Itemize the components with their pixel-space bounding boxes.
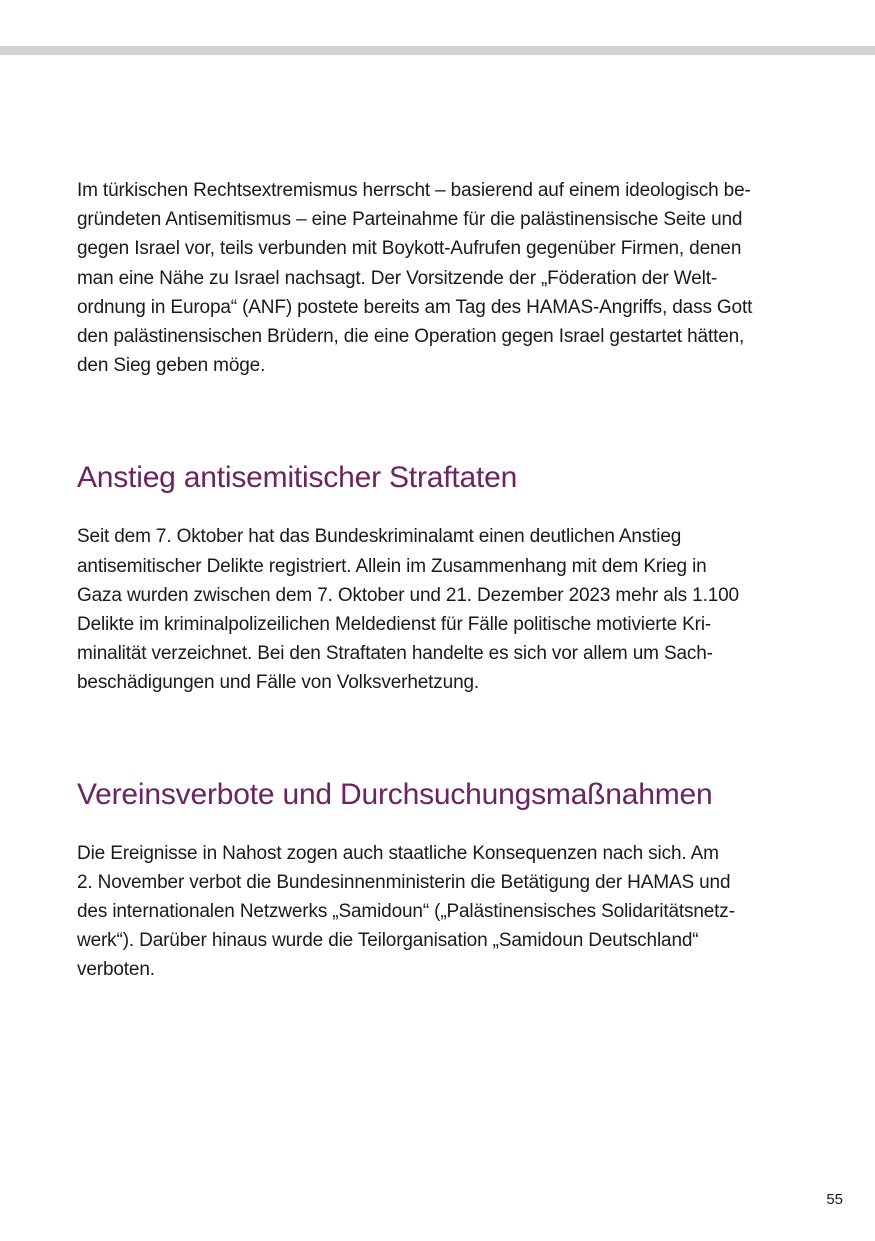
paragraph-line: Gaza wurden zwischen dem 7. Oktober und 21. Dezember 2023 mehr als 1.100 xyxy=(77,584,739,606)
paragraph-line: gründeten Antisemitismus – eine Parteinahme für die palästinensische Seite und xyxy=(77,209,743,231)
paragraph-line: Die Ereignisse in Nahost zogen auch staatliche Konsequenzen nach sich. Am xyxy=(77,842,719,864)
paragraph-line: beschädigungen und Fälle von Volksverhetzung. xyxy=(77,672,480,694)
section-heading-straftaten: Anstieg antisemitischer Straftaten xyxy=(77,461,518,495)
paragraph-line: antisemitischer Delikte registriert. Allein im Zusammenhang mit dem Krieg in xyxy=(77,555,707,577)
section-heading-vereinsverbote: Vereinsverbote und Durchsuchungsmaßnahmen xyxy=(77,777,713,811)
page-content xyxy=(77,176,802,985)
paragraph-line: Delikte im kriminalpolizeilichen Meldedienst für Fälle politische motivierte Kri- xyxy=(77,614,712,636)
top-divider-bar xyxy=(0,46,875,55)
paragraph-line: werk“). Darüber hinaus wurde die Teilorganisation „Samidoun Deutschland“ xyxy=(77,930,699,952)
page-number: 55 xyxy=(826,1191,843,1208)
paragraph-line: des internationalen Netzwerks „Samidoun“ („Palästinensisches Solidaritätsnetz- xyxy=(77,901,735,923)
paragraph-line: minalität verzeichnet. Bei den Straftaten handelte es sich vor allem um Sach- xyxy=(77,643,713,665)
intro-paragraph xyxy=(77,176,802,380)
vereinsverbote-paragraph xyxy=(77,839,802,985)
paragraph-line: man eine Nähe zu Israel nachsagt. Der Vorsitzende der „Föderation der Welt- xyxy=(77,267,718,289)
paragraph-line: 2. November verbot die Bundesinnenministerin die Betätigung der HAMAS und xyxy=(77,871,731,893)
paragraph-line: Seit dem 7. Oktober hat das Bundeskriminalamt einen deutlichen Anstieg xyxy=(77,526,682,548)
straftaten-paragraph xyxy=(77,522,802,697)
paragraph-line: ordnung in Europa“ (ANF) postete bereits am Tag des HAMAS-Angriffs, dass Gott xyxy=(77,296,753,318)
paragraph-line: den Sieg geben möge. xyxy=(77,355,266,377)
paragraph-line: den palästinensischen Brüdern, die eine Operation gegen Israel gestartet hätten, xyxy=(77,326,745,348)
paragraph-line: verboten. xyxy=(77,959,155,981)
paragraph-line: gegen Israel vor, teils verbunden mit Boykott-Aufrufen gegenüber Firmen, denen xyxy=(77,238,742,260)
paragraph-line: Im türkischen Rechtsextremismus herrscht – basierend auf einem ideologisch be- xyxy=(77,180,751,201)
